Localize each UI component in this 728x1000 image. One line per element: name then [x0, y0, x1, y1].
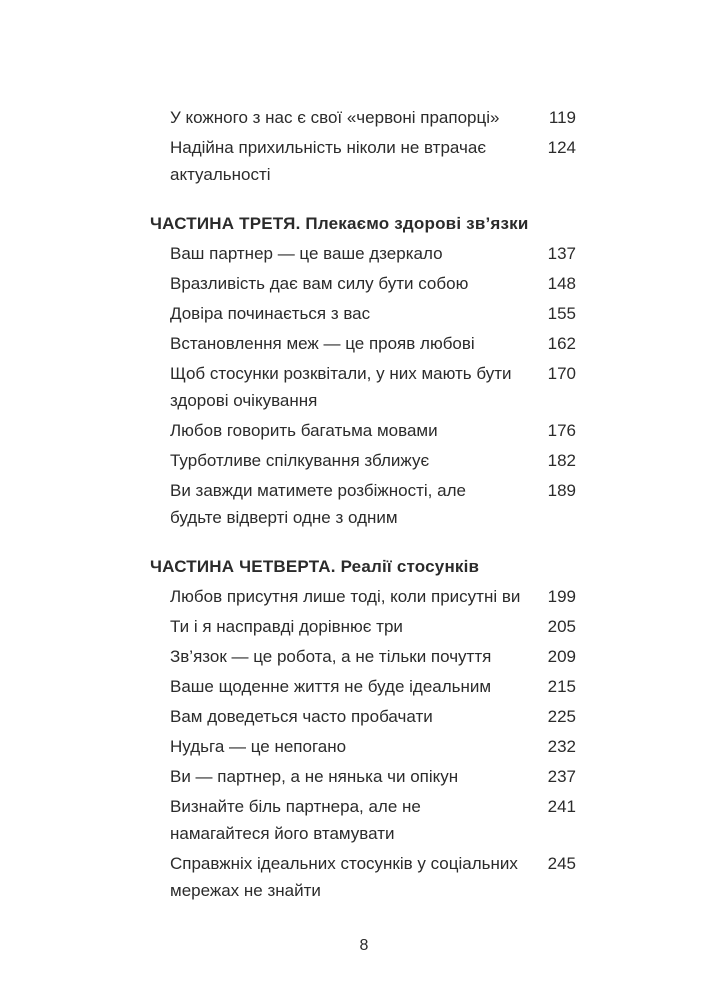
toc-entry-pagenum: 205 [547, 617, 576, 636]
toc-entry-title: Зв’язок — це робота, а не тільки почуття [170, 647, 492, 666]
toc-entry [150, 134, 576, 188]
toc-entry-pagenum: 189 [547, 481, 576, 500]
toc-section-heading: ЧАСТИНА ЧЕТВЕРТА. Реалії стосунків [150, 557, 480, 576]
toc-entry-title: Надійна прихильність ніколи не втрачає актуальності [170, 138, 486, 184]
toc-entry-pagenum: 215 [547, 677, 576, 696]
toc-entry-title: Ваш партнер — це ваше дзеркало [170, 244, 443, 263]
toc-entry-pagenum: 245 [547, 854, 576, 873]
toc-entry [150, 417, 576, 444]
toc-entry-title: Ви — партнер, а не нянька чи опікун [170, 767, 459, 786]
toc-entry-pagenum: 162 [547, 334, 576, 353]
toc-entry-title: Довіра починається з вас [170, 304, 371, 323]
toc-entry-pagenum: 182 [547, 451, 576, 470]
toc-entry-pagenum: 225 [547, 707, 576, 726]
toc-entry-title: Вразливість дає вам силу бути собою [170, 274, 469, 293]
table-of-contents [150, 104, 576, 907]
toc-entry [150, 360, 576, 414]
toc-entry [150, 270, 576, 297]
toc-entry-title: Турботливе спілкування зближує [170, 451, 430, 470]
toc-entry-pagenum: 176 [547, 421, 576, 440]
toc-entry [150, 793, 576, 847]
toc-entry-pagenum: 209 [547, 647, 576, 666]
toc-entry-title: Ти і я насправді дорівнює три [170, 617, 403, 636]
toc-entry-pagenum: 232 [547, 737, 576, 756]
toc-entry-title: Встановлення меж — це прояв любові [170, 334, 475, 353]
toc-entry-pagenum: 199 [547, 587, 576, 606]
toc-entry-pagenum: 241 [547, 797, 576, 816]
toc-entry [150, 733, 576, 760]
toc-entry-title: Визнайте біль партнера, але не намагайтеся його втамувати [170, 797, 421, 843]
toc-entry-title: Ваше щоденне життя не буде ідеальним [170, 677, 492, 696]
toc-entry-pagenum: 119 [548, 108, 576, 127]
toc-entry-title: Ви завжди матимете розбіжності, але будьте відверті одне з одним [170, 481, 466, 527]
toc-entry-pagenum: 148 [547, 274, 576, 293]
toc-entry [150, 613, 576, 640]
toc-entry-title: Щоб стосунки розквітали, у них мають бути здорові очікування [170, 364, 512, 410]
toc-entry-title: Любов присутня лише тоді, коли присутні ви [170, 587, 521, 606]
toc-entry [150, 850, 576, 904]
toc-entry-title: Нудьга — це непогано [170, 737, 347, 756]
toc-entry-pagenum: 124 [547, 138, 576, 157]
toc-entry-title: У кожного з нас є свої «червоні прапорці» [170, 108, 500, 127]
toc-entry-title: Вам доведеться часто пробачати [170, 707, 433, 726]
toc-entry [150, 240, 576, 267]
toc-entry [150, 583, 576, 610]
toc-entry [150, 447, 576, 474]
toc-entry [150, 673, 576, 700]
page-folio: 8 [359, 937, 369, 954]
toc-entry [150, 763, 576, 790]
toc-entry-pagenum: 237 [547, 767, 576, 786]
toc-entry-pagenum: 170 [547, 364, 576, 383]
toc-entry [150, 703, 576, 730]
toc-entry-title: Справжніх ідеальних стосунків у соціальних мережах не знайти [170, 854, 518, 900]
toc-entry [150, 300, 576, 327]
toc-entry [150, 643, 576, 670]
toc-entry-pagenum: 137 [547, 244, 576, 263]
toc-entry [150, 477, 576, 531]
toc-entry [150, 104, 576, 131]
toc-entry-title: Любов говорить багатьма мовами [170, 421, 438, 440]
toc-entry-pagenum: 155 [547, 304, 576, 323]
toc-section-heading: ЧАСТИНА ТРЕТЯ. Плекаємо здорові зв’язки [150, 214, 529, 233]
toc-entry [150, 330, 576, 357]
